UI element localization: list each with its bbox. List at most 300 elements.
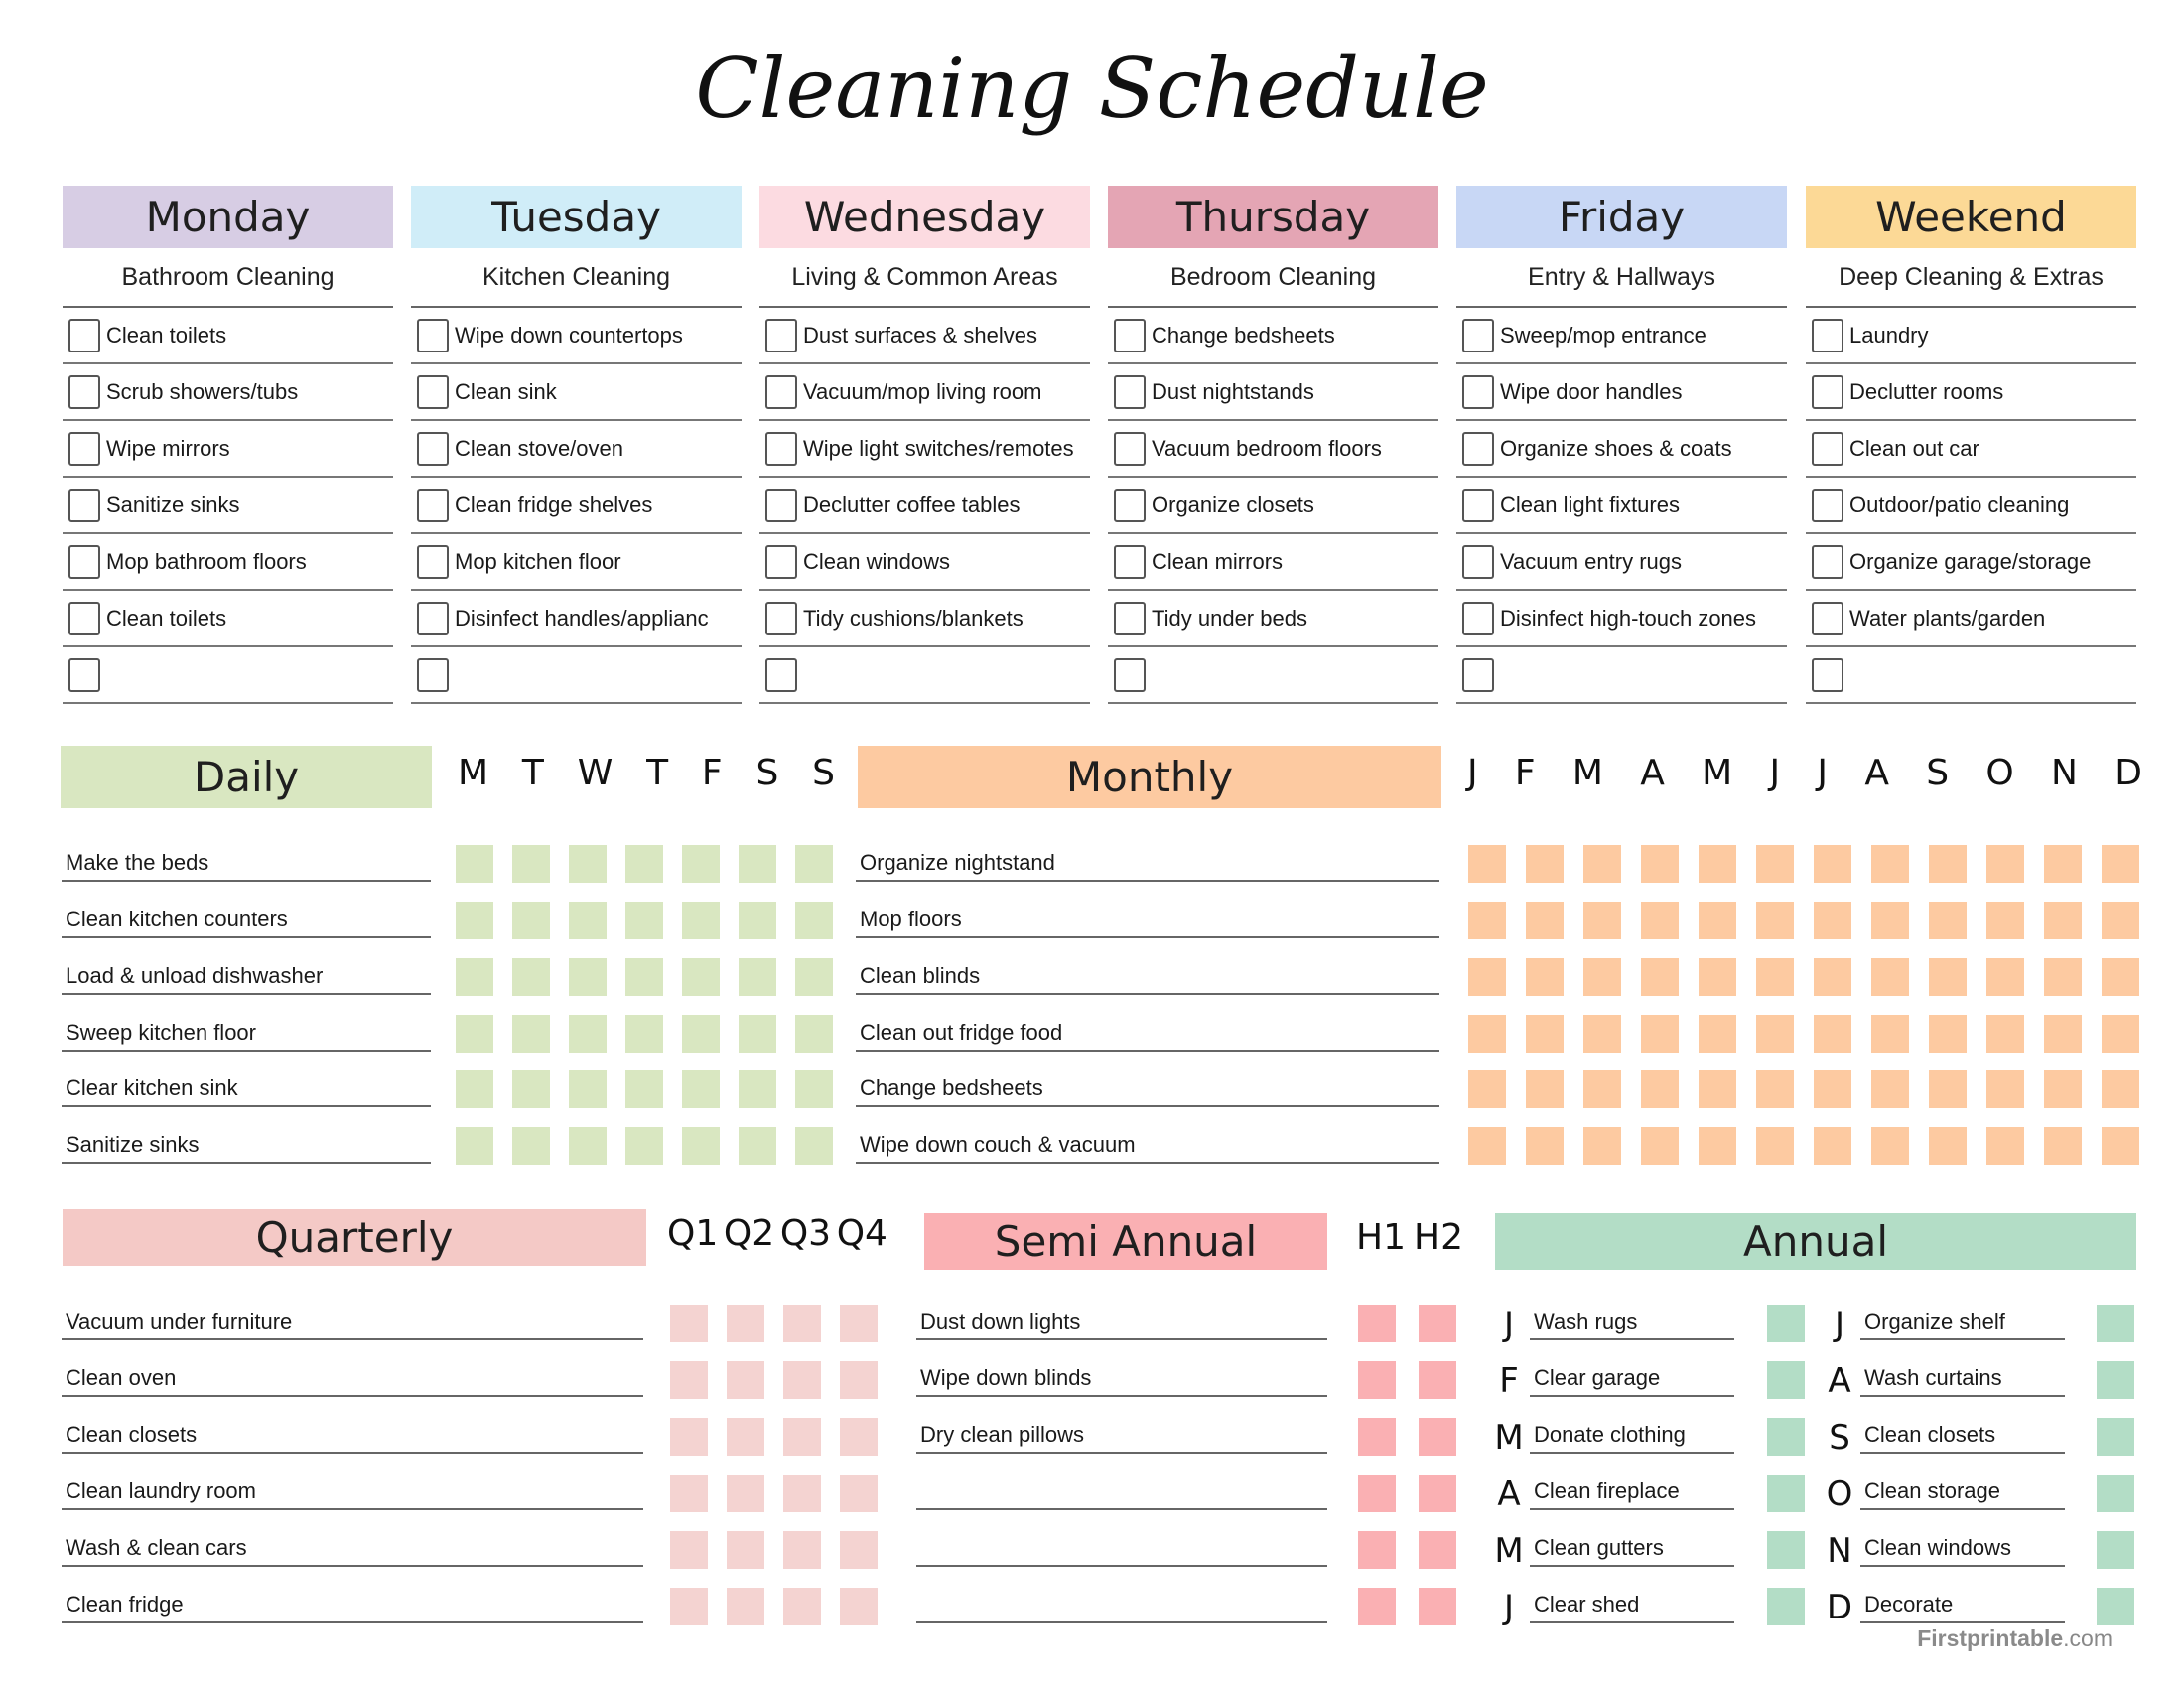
task-label: Sanitize sinks — [66, 1132, 200, 1157]
tracker-checkbox[interactable] — [682, 1127, 720, 1165]
tracker-checkbox[interactable] — [2102, 902, 2139, 939]
monthly-task-row — [856, 1124, 1439, 1164]
task-label: Dust nightstands — [1152, 378, 1314, 404]
tracker-checkbox[interactable] — [1641, 1015, 1679, 1053]
tracker-checkbox[interactable] — [739, 902, 776, 939]
tracker-checkbox[interactable] — [795, 1070, 833, 1108]
day-column-wednesday — [759, 186, 1090, 704]
tracker-checkbox[interactable] — [1419, 1475, 1456, 1512]
tracker-checkbox[interactable] — [569, 902, 607, 939]
tracker-checkbox[interactable] — [1526, 1015, 1564, 1053]
task-checkbox[interactable] — [1462, 375, 1494, 409]
task-label: Clear kitchen sink — [66, 1075, 238, 1100]
semi-annual-task-row — [916, 1301, 1327, 1340]
tracker-checkbox[interactable] — [1767, 1588, 1805, 1625]
task-label: Clean windows — [1864, 1535, 2011, 1560]
tracker-checkbox[interactable] — [1526, 902, 1564, 939]
day-letter: M — [458, 753, 489, 793]
tracker-checkbox[interactable] — [1419, 1588, 1456, 1625]
tracker-checkbox[interactable] — [456, 1015, 493, 1053]
tracker-checkbox[interactable] — [727, 1361, 764, 1399]
tracker-checkbox[interactable] — [1699, 902, 1736, 939]
tracker-checkbox[interactable] — [1641, 1127, 1679, 1165]
tracker-checkbox[interactable] — [1468, 845, 1506, 883]
task-checkbox[interactable] — [1462, 602, 1494, 635]
task-row — [1806, 534, 2136, 591]
tracker-checkbox[interactable] — [2097, 1588, 2134, 1625]
half-label: H1 — [1356, 1217, 1406, 1258]
tracker-checkbox[interactable] — [512, 902, 550, 939]
task-checkbox[interactable] — [1812, 658, 1843, 692]
month-letter: F — [1514, 753, 1536, 793]
tracker-checkbox[interactable] — [1871, 1015, 1909, 1053]
tracker-checkbox[interactable] — [1468, 902, 1506, 939]
task-checkbox[interactable] — [765, 319, 797, 352]
tracker-checkbox[interactable] — [1699, 1127, 1736, 1165]
day-column-thursday — [1108, 186, 1438, 704]
tracker-checkbox[interactable] — [1641, 845, 1679, 883]
task-checkbox[interactable] — [417, 602, 449, 635]
tracker-checkbox[interactable] — [625, 1015, 663, 1053]
task-label: Water plants/garden — [1849, 605, 2046, 631]
task-label: Clean storage — [1864, 1478, 2000, 1503]
tracker-checkbox[interactable] — [1699, 845, 1736, 883]
annual-task-row — [1530, 1414, 1734, 1454]
tracker-checkbox[interactable] — [682, 902, 720, 939]
tracker-checkbox[interactable] — [727, 1418, 764, 1456]
task-checkbox[interactable] — [1114, 489, 1146, 522]
daily-task-row — [62, 1067, 431, 1107]
task-label: Clean windows — [803, 548, 950, 574]
tracker-checkbox[interactable] — [2097, 1418, 2134, 1456]
task-checkbox[interactable] — [417, 658, 449, 692]
tracker-checkbox[interactable] — [840, 1418, 878, 1456]
tracker-checkbox[interactable] — [1641, 958, 1679, 996]
task-checkbox[interactable] — [417, 432, 449, 466]
tracker-checkbox[interactable] — [1699, 1070, 1736, 1108]
task-checkbox[interactable] — [765, 375, 797, 409]
task-row — [63, 647, 393, 704]
day-subtitle: Entry & Hallways — [1456, 248, 1787, 308]
task-checkbox[interactable] — [765, 545, 797, 579]
task-checkbox[interactable] — [1812, 319, 1843, 352]
tracker-checkbox[interactable] — [1814, 1070, 1851, 1108]
quarterly-task-row — [62, 1527, 643, 1567]
task-checkbox[interactable] — [417, 545, 449, 579]
task-checkbox[interactable] — [68, 319, 100, 352]
task-checkbox[interactable] — [1812, 432, 1843, 466]
tracker-checkbox[interactable] — [840, 1475, 878, 1512]
tracker-checkbox[interactable] — [1986, 845, 2024, 883]
quarter-label: Q3 — [779, 1213, 832, 1254]
tracker-checkbox[interactable] — [456, 845, 493, 883]
tracker-checkbox[interactable] — [1419, 1361, 1456, 1399]
quarterly-quarter-labels — [667, 1213, 887, 1254]
tracker-checkbox[interactable] — [670, 1305, 708, 1342]
month-letter: M — [1571, 753, 1603, 793]
task-checkbox[interactable] — [1462, 545, 1494, 579]
task-label: Clean toilets — [106, 322, 227, 348]
tracker-checkbox[interactable] — [2097, 1305, 2134, 1342]
tracker-checkbox[interactable] — [2044, 958, 2082, 996]
tracker-checkbox[interactable] — [1871, 845, 1909, 883]
tracker-checkbox[interactable] — [1583, 902, 1621, 939]
tracker-checkbox[interactable] — [795, 845, 833, 883]
annual-task-row — [1860, 1414, 2065, 1454]
task-checkbox[interactable] — [1114, 319, 1146, 352]
task-label: Tidy cushions/blankets — [803, 605, 1024, 631]
tracker-checkbox[interactable] — [2102, 1127, 2139, 1165]
tracker-checkbox[interactable] — [1468, 1070, 1506, 1108]
tracker-checkbox[interactable] — [2102, 1015, 2139, 1053]
month-letter: D — [2115, 753, 2142, 793]
tracker-checkbox[interactable] — [569, 1015, 607, 1053]
semi-annual-header — [924, 1213, 1327, 1270]
task-row — [63, 534, 393, 591]
tracker-checkbox[interactable] — [569, 958, 607, 996]
tracker-checkbox[interactable] — [1468, 958, 1506, 996]
tracker-checkbox[interactable] — [1756, 1015, 1794, 1053]
tracker-checkbox[interactable] — [1641, 902, 1679, 939]
day-subtitle: Bedroom Cleaning — [1108, 248, 1438, 308]
task-checkbox[interactable] — [765, 432, 797, 466]
month-letter: J — [1769, 753, 1781, 793]
annual-month-letter: M — [1494, 1418, 1524, 1458]
tracker-checkbox[interactable] — [2097, 1475, 2134, 1512]
task-label: Clean oven — [66, 1365, 177, 1390]
day-header — [63, 186, 393, 248]
tracker-checkbox[interactable] — [1358, 1588, 1396, 1625]
tracker-checkbox[interactable] — [739, 1015, 776, 1053]
task-checkbox[interactable] — [1114, 545, 1146, 579]
semi-annual-half-labels — [1356, 1217, 1463, 1258]
task-checkbox[interactable] — [1812, 602, 1843, 635]
tracker-checkbox[interactable] — [1756, 958, 1794, 996]
task-row — [759, 421, 1090, 478]
day-column-weekend — [1806, 186, 2136, 704]
task-checkbox[interactable] — [765, 658, 797, 692]
tracker-checkbox[interactable] — [1814, 845, 1851, 883]
tracker-checkbox[interactable] — [1699, 958, 1736, 996]
tracker-checkbox[interactable] — [512, 845, 550, 883]
tracker-checkbox[interactable] — [625, 902, 663, 939]
tracker-checkbox[interactable] — [727, 1305, 764, 1342]
tracker-checkbox[interactable] — [727, 1475, 764, 1512]
task-checkbox[interactable] — [1114, 375, 1146, 409]
tracker-checkbox[interactable] — [1871, 1127, 1909, 1165]
day-letter: S — [812, 753, 835, 793]
tracker-checkbox[interactable] — [569, 1070, 607, 1108]
month-letter: A — [1864, 753, 1889, 793]
tracker-checkbox[interactable] — [670, 1475, 708, 1512]
task-label: Wipe down countertops — [455, 322, 683, 348]
tracker-checkbox[interactable] — [569, 845, 607, 883]
tracker-checkbox[interactable] — [682, 958, 720, 996]
task-row — [411, 534, 742, 591]
tracker-checkbox[interactable] — [625, 958, 663, 996]
task-row — [1806, 647, 2136, 704]
task-checkbox[interactable] — [417, 375, 449, 409]
tracker-checkbox[interactable] — [840, 1588, 878, 1625]
tracker-checkbox[interactable] — [1756, 1070, 1794, 1108]
task-row — [1108, 421, 1438, 478]
month-letter: N — [2051, 753, 2078, 793]
tracker-checkbox[interactable] — [1767, 1475, 1805, 1512]
annual-month-letter: A — [1828, 1361, 1851, 1401]
tracker-checkbox[interactable] — [739, 1127, 776, 1165]
task-row — [1108, 478, 1438, 534]
tracker-checkbox[interactable] — [1468, 1127, 1506, 1165]
tracker-checkbox[interactable] — [739, 1070, 776, 1108]
tracker-checkbox[interactable] — [1641, 1070, 1679, 1108]
tracker-checkbox[interactable] — [1419, 1305, 1456, 1342]
task-label: Clear garage — [1534, 1365, 1661, 1390]
task-checkbox[interactable] — [1462, 432, 1494, 466]
task-checkbox[interactable] — [68, 489, 100, 522]
tracker-checkbox[interactable] — [2102, 845, 2139, 883]
task-checkbox[interactable] — [1114, 602, 1146, 635]
tracker-checkbox[interactable] — [795, 1015, 833, 1053]
tracker-checkbox[interactable] — [840, 1305, 878, 1342]
tracker-checkbox[interactable] — [1814, 902, 1851, 939]
task-row — [759, 534, 1090, 591]
tracker-checkbox[interactable] — [1358, 1475, 1396, 1512]
tracker-checkbox[interactable] — [2102, 1070, 2139, 1108]
tracker-checkbox[interactable] — [456, 1127, 493, 1165]
tracker-checkbox[interactable] — [512, 1070, 550, 1108]
tracker-checkbox[interactable] — [1986, 1127, 2024, 1165]
tracker-checkbox[interactable] — [1767, 1361, 1805, 1399]
task-label: Clean toilets — [106, 605, 227, 631]
tracker-checkbox[interactable] — [1929, 1070, 1967, 1108]
task-checkbox[interactable] — [1812, 375, 1843, 409]
tracker-checkbox[interactable] — [670, 1418, 708, 1456]
tracker-checkbox[interactable] — [670, 1531, 708, 1569]
task-label: Clean out car — [1849, 435, 1979, 461]
task-checkbox[interactable] — [68, 602, 100, 635]
annual-month-letter: J — [1503, 1305, 1515, 1344]
day-header — [1108, 186, 1438, 248]
task-checkbox[interactable] — [1462, 489, 1494, 522]
day-subtitle: Deep Cleaning & Extras — [1806, 248, 2136, 308]
tracker-checkbox[interactable] — [1468, 1015, 1506, 1053]
tracker-checkbox[interactable] — [1583, 1127, 1621, 1165]
tracker-checkbox[interactable] — [840, 1361, 878, 1399]
task-label: Wash & clean cars — [66, 1535, 247, 1560]
tracker-checkbox[interactable] — [2097, 1361, 2134, 1399]
tracker-checkbox[interactable] — [625, 1070, 663, 1108]
tracker-checkbox[interactable] — [1871, 1070, 1909, 1108]
tracker-checkbox[interactable] — [1986, 1015, 2024, 1053]
task-label: Dust down lights — [920, 1309, 1081, 1334]
tracker-checkbox[interactable] — [1814, 1127, 1851, 1165]
task-label: Clean closets — [1864, 1422, 1996, 1447]
tracker-checkbox[interactable] — [783, 1531, 821, 1569]
task-label: Clean mirrors — [1152, 548, 1284, 574]
tracker-checkbox[interactable] — [625, 845, 663, 883]
tracker-checkbox[interactable] — [1986, 958, 2024, 996]
tracker-checkbox[interactable] — [783, 1361, 821, 1399]
task-checkbox[interactable] — [1462, 658, 1494, 692]
day-header-label: Weekend — [1875, 193, 2067, 241]
tracker-checkbox[interactable] — [2044, 1127, 2082, 1165]
task-checkbox[interactable] — [68, 375, 100, 409]
task-row — [411, 421, 742, 478]
tracker-checkbox[interactable] — [1929, 1015, 1967, 1053]
tracker-checkbox[interactable] — [682, 845, 720, 883]
tracker-checkbox[interactable] — [1767, 1531, 1805, 1569]
quarterly-task-row — [62, 1471, 643, 1510]
annual-header — [1495, 1213, 2136, 1270]
tracker-checkbox[interactable] — [783, 1305, 821, 1342]
tracker-checkbox[interactable] — [2097, 1531, 2134, 1569]
tracker-checkbox[interactable] — [795, 958, 833, 996]
tracker-checkbox[interactable] — [2102, 958, 2139, 996]
tracker-checkbox[interactable] — [840, 1531, 878, 1569]
task-row — [411, 364, 742, 421]
tracker-checkbox[interactable] — [1526, 1070, 1564, 1108]
tracker-checkbox[interactable] — [727, 1588, 764, 1625]
tracker-checkbox[interactable] — [727, 1531, 764, 1569]
tracker-checkbox[interactable] — [795, 902, 833, 939]
tracker-checkbox[interactable] — [1358, 1418, 1396, 1456]
tracker-checkbox[interactable] — [1583, 845, 1621, 883]
tracker-checkbox[interactable] — [2044, 1070, 2082, 1108]
task-checkbox[interactable] — [1114, 658, 1146, 692]
tracker-checkbox[interactable] — [512, 958, 550, 996]
tracker-checkbox[interactable] — [1358, 1361, 1396, 1399]
monthly-task-row — [856, 899, 1439, 938]
tracker-checkbox[interactable] — [1756, 1127, 1794, 1165]
quarter-label: Q2 — [723, 1213, 775, 1254]
tracker-checkbox[interactable] — [1986, 1070, 2024, 1108]
tracker-checkbox[interactable] — [1929, 958, 1967, 996]
quarterly-task-row — [62, 1584, 643, 1623]
day-letter: S — [755, 753, 779, 793]
tracker-checkbox[interactable] — [670, 1588, 708, 1625]
task-checkbox[interactable] — [1812, 489, 1843, 522]
task-row — [411, 308, 742, 364]
tracker-checkbox[interactable] — [783, 1475, 821, 1512]
tracker-checkbox[interactable] — [1526, 958, 1564, 996]
task-checkbox[interactable] — [68, 432, 100, 466]
task-row — [1108, 591, 1438, 647]
tracker-checkbox[interactable] — [682, 1015, 720, 1053]
task-row — [1108, 364, 1438, 421]
tracker-checkbox[interactable] — [1814, 958, 1851, 996]
task-label: Organize nightstand — [860, 850, 1055, 875]
annual-month-letter: A — [1497, 1475, 1521, 1514]
tracker-checkbox[interactable] — [2044, 902, 2082, 939]
task-row — [759, 478, 1090, 534]
tracker-checkbox[interactable] — [1871, 902, 1909, 939]
tracker-checkbox[interactable] — [1986, 902, 2024, 939]
tracker-checkbox[interactable] — [456, 1070, 493, 1108]
tracker-checkbox[interactable] — [1583, 958, 1621, 996]
task-label: Clean blinds — [860, 963, 981, 988]
monthly-task-row — [856, 842, 1439, 882]
tracker-checkbox[interactable] — [739, 845, 776, 883]
tracker-checkbox[interactable] — [1526, 845, 1564, 883]
task-checkbox[interactable] — [765, 489, 797, 522]
task-checkbox[interactable] — [1812, 545, 1843, 579]
monthly-month-letters — [1467, 753, 2142, 793]
task-checkbox[interactable] — [417, 319, 449, 352]
tracker-checkbox[interactable] — [1871, 958, 1909, 996]
tracker-checkbox[interactable] — [1929, 1127, 1967, 1165]
tracker-checkbox[interactable] — [1756, 845, 1794, 883]
tracker-checkbox[interactable] — [1756, 902, 1794, 939]
tracker-checkbox[interactable] — [1929, 902, 1967, 939]
annual-month-letter: F — [1499, 1361, 1519, 1401]
task-checkbox[interactable] — [68, 658, 100, 692]
tracker-checkbox[interactable] — [1358, 1305, 1396, 1342]
task-checkbox[interactable] — [1462, 319, 1494, 352]
tracker-checkbox[interactable] — [2044, 1015, 2082, 1053]
task-label: Clean fridge — [66, 1592, 184, 1617]
daily-task-row — [62, 1012, 431, 1052]
day-header-label: Tuesday — [491, 193, 661, 241]
tracker-checkbox[interactable] — [512, 1015, 550, 1053]
tracker-checkbox[interactable] — [783, 1418, 821, 1456]
tracker-checkbox[interactable] — [512, 1127, 550, 1165]
task-label: Clean light fixtures — [1500, 492, 1680, 517]
task-checkbox[interactable] — [765, 602, 797, 635]
tracker-checkbox[interactable] — [625, 1127, 663, 1165]
tracker-checkbox[interactable] — [682, 1070, 720, 1108]
day-header-label: Thursday — [1175, 193, 1371, 241]
task-row — [1456, 591, 1787, 647]
task-checkbox[interactable] — [68, 545, 100, 579]
tracker-checkbox[interactable] — [456, 958, 493, 996]
tracker-checkbox[interactable] — [1419, 1531, 1456, 1569]
semi-annual-task-row — [916, 1414, 1327, 1454]
semi-annual-task-row — [916, 1527, 1327, 1567]
task-label: Mop kitchen floor — [455, 548, 621, 574]
tracker-checkbox[interactable] — [795, 1127, 833, 1165]
tracker-checkbox[interactable] — [456, 902, 493, 939]
tracker-checkbox[interactable] — [1814, 1015, 1851, 1053]
task-label: Wipe down couch & vacuum — [860, 1132, 1136, 1157]
tracker-checkbox[interactable] — [2044, 845, 2082, 883]
tracker-checkbox[interactable] — [1583, 1015, 1621, 1053]
tracker-checkbox[interactable] — [1699, 1015, 1736, 1053]
page-title: Cleaning Schedule — [695, 40, 1489, 137]
tracker-checkbox[interactable] — [1419, 1418, 1456, 1456]
tracker-checkbox[interactable] — [1767, 1418, 1805, 1456]
month-letter: M — [1702, 753, 1733, 793]
tracker-checkbox[interactable] — [1929, 845, 1967, 883]
tracker-checkbox[interactable] — [1526, 1127, 1564, 1165]
task-checkbox[interactable] — [417, 489, 449, 522]
task-label: Organize garage/storage — [1849, 548, 2092, 574]
monthly-task-row — [856, 955, 1439, 995]
tracker-checkbox[interactable] — [739, 958, 776, 996]
tracker-checkbox[interactable] — [569, 1127, 607, 1165]
task-label: Dust surfaces & shelves — [803, 322, 1037, 348]
tracker-checkbox[interactable] — [783, 1588, 821, 1625]
task-checkbox[interactable] — [1114, 432, 1146, 466]
tracker-checkbox[interactable] — [1358, 1531, 1396, 1569]
day-subtitle: Kitchen Cleaning — [411, 248, 742, 308]
task-label: Wipe mirrors — [106, 435, 230, 461]
tracker-checkbox[interactable] — [670, 1361, 708, 1399]
tracker-checkbox[interactable] — [1767, 1305, 1805, 1342]
tracker-checkbox[interactable] — [1583, 1070, 1621, 1108]
task-label: Vacuum/mop living room — [803, 378, 1042, 404]
day-column-monday — [63, 186, 393, 704]
task-label: Wipe light switches/remotes — [803, 435, 1074, 461]
